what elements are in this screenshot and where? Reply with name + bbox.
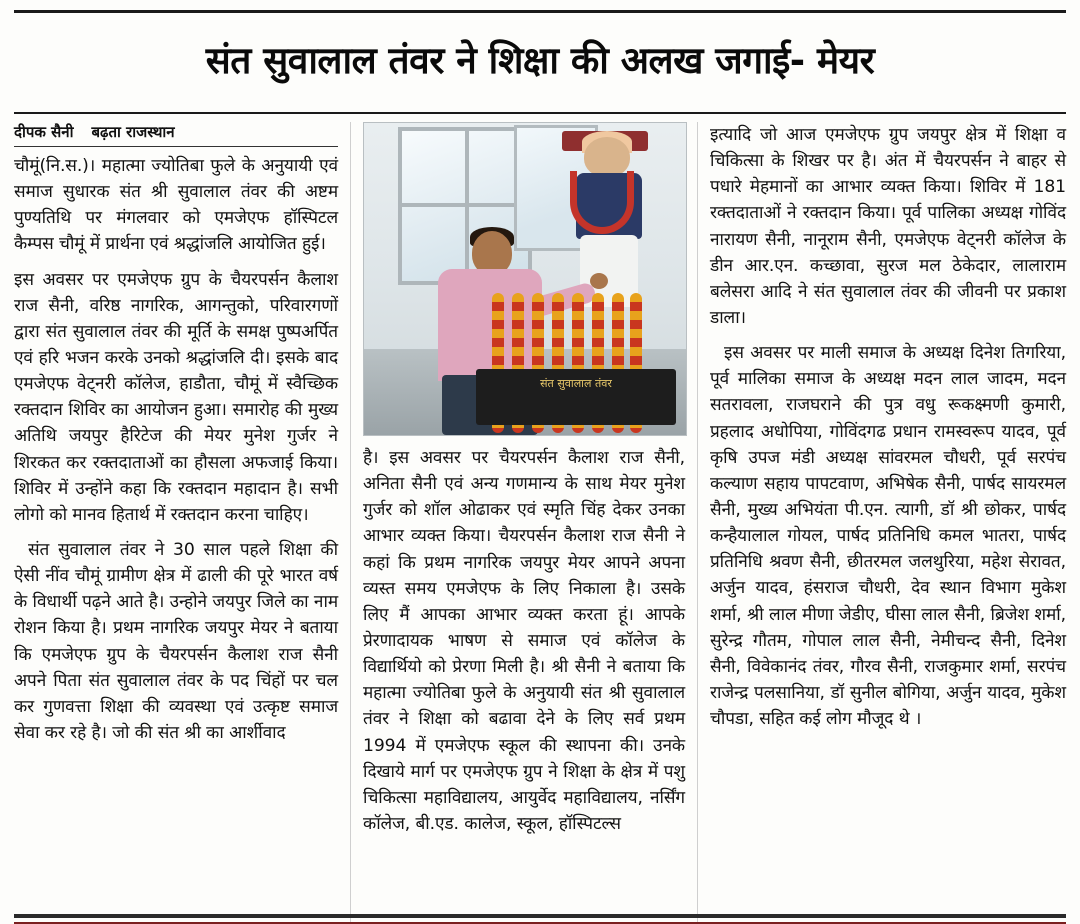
byline xyxy=(14,122,338,147)
paragraph: इस अवसर पर माली समाज के अध्यक्ष दिनेश तिगरिया, पूर्व मालिका समाज के अध्यक्ष मदन लाल जादम, मदन सतरावला, राजघराने की पुत्र वधु रूकक्ष्मणी कुमारी, प्रहलाद अधोपिया, गोविंदगढ प्रधान रामस्वरूप यादव, पूर्व कृषि उपज मंडी अध्यक्ष सांवरमल चौधरी, पूर्व सरपंच कल्याण सहाय पापटवाण, अभिषेक सैनी, पार्षद सायरमल सैनी, मुख्य अभियंता पी.एन. त्यागी, डॉ श्री छोकर, पार्षद कन्हैयालाल गोयल, पार्षद प्रतिनिधि कमल भातरा, पार्षद प्रतिनिधि श्रवण सैनी, छीतरमल जलथुरिया, महेश सेरावत, अर्जुन यादव, हंसराज चौधरी, देव स्थान विभाग मुकेश शर्मा, श्री लाल मीणा जेडीए, घीसा लाल सैनी, ब्रिजेश शर्मा, सुरेन्द्र गौतम, गोपाल लाल सैनी, नेमीचन्द सैनी, दिनेश सैनी, विवेकानंद तंवर, गौरव सैनी, राजकुमार शर्मा, सरपंच राजेन्द्र पलसानिया, डॉ सुनील बोगिया, अर्जुन यादव, मुकेश चौपडा, सहित कई लोग मौजूद थे । xyxy=(710,343,1066,730)
photo-plaque-text: संत सुवालाल तंवर xyxy=(476,369,676,425)
article-photo xyxy=(363,122,687,436)
photo-window-large xyxy=(398,127,532,285)
article-columns xyxy=(14,122,1066,922)
column-middle xyxy=(350,122,698,922)
paragraph: इस अवसर पर एमजेएफ ग्रुप के चैयरपर्सन कैलाश राज सैनी, वरिष्ठ नागरिक, आगन्तुको, परिवारगणों द्वारा संत सुवालाल तंवर की मूर्ति के समक्ष पुष्पअर्पित एवं हरि भजन करके उनको श्रद्धांजलि दी। इसके बाद एमजेएफ वेट्नरी कॉलेज, हाडौता, चौमूं में स्वैच्छिक रक्तदान शिविर का आयोजन हुआ। समारोह की मुख्य अतिथि जयपुर हैरिटेज की मेयर मुनेश गुर्जर ने शिरकत कर रक्तदाताओं का हौसला अफजाई किया। शिविर में उन्होंने कहा कि रक्तदान महादान है। सभी लोगो को मानव हितार्थ में रक्तदान करना चाहिए। xyxy=(14,269,338,525)
photo-man-hand xyxy=(590,273,608,289)
headline-divider xyxy=(14,112,1066,114)
byline-author: दीपक सैनी xyxy=(14,123,74,141)
bottom-divider xyxy=(14,914,1066,918)
column-right xyxy=(698,122,1066,922)
photo-statue-garland xyxy=(570,171,634,234)
paragraph: चौमूं(नि.स.)। महात्मा ज्योतिबा फुले के अनुयायी एवं समाज सुधारक संत श्री सुवालाल तंवर की अष्टम पुण्यतिथि पर मंगलवार को एमजेएफ हॉस्पिटल कैम्पस चौमूं में प्रार्थना एवं श्रद्धांजलि आयोजित हुई। xyxy=(14,156,338,255)
page-title: संत सुवालाल तंवर ने शिक्षा की अलख जगाई- मेयर xyxy=(205,38,875,82)
paragraph: संत सुवालाल तंवर ने 30 साल पहले शिक्षा की ऐसी नींव चौमूं ग्रामीण क्षेत्र में ढाली की पूरे भारत वर्ष के विधार्थी पढ़ने आते है। उन्होने जयपुर जिले का नाम रोशन किया है। प्रथम नागरिक जयपुर मेयर ने बताया कि एमजेएफ ग्रुप के चैयरपर्सन कैलाश राज सैनी अपने पिता संत सुवालाल तंवर के पद चिंहों पर चल कर गुणवत्ता शिक्षा की व्यवस्था एवं उत्कृष्ट समाज सेवा कर रहे है। जो की संत श्री का आर्शीवाद xyxy=(14,539,338,743)
paragraph: है। इस अवसर पर चैयरपर्सन कैलाश राज सैनी, अनिता सैनी एवं अन्य गणमान्य के साथ मेयर मुनेश गुर्जर को शॉल ओढाकर एवं स्मृति चिंह देकर उनका आभार व्यक्त किया। चैयरपर्सन कैलाश राज सैनी ने कहां कि प्रथम नागरिक जयपुर मेयर आपने अपना व्यस्त समय एमजेएफ के लिए निकाला है। उसके लिए मैं आपका आभार व्यक्त करता हूं। आपके प्रेरणादायक भाषण से समाज एवं कॉलेज के विद्यार्थियो को प्रेरणा मिली है। श्री सैनी ने बताया कि महात्मा ज्योतिबा फुले के अनुयायी संत श्री सुवालाल तंवर ने शिक्षा को बढावा देने के लिए सर्व प्रथम 1994 में एमजेएफ स्कूल की स्थापना की। उनके दिखाये मार्ग पर एमजेएफ ग्रुप ने शिक्षा के क्षेत्र में पशु चिकित्सा महाविद्यालय, आयुर्वेद महाविद्यालय, नर्सिंग कॉलेज, बी.एड. कालेज, स्कूल, हॉस्पिटल्स xyxy=(363,448,685,834)
top-divider xyxy=(14,10,1066,13)
paragraph: इत्यादि जो आज एमजेएफ ग्रुप जयपुर क्षेत्र में शिक्षा व चिकित्सा के शिखर पर है। अंत में चैयरपर्सन ने बाहर से पधारे मेहमानों का आभार व्यक्त किया। शिविर में 181 रक्तदाताओं ने रक्तदान किया। पूर्व पालिका अध्यक्ष गोविंद नारायण सैनी, नानूराम सैनी, एमजेएफ वेट्नरी कॉलेज के डीन आर.एन. कच्छावा, सुरज मल ठेकेदार, लालाराम बलेसरा आदि ने संत सुवालाल तंवर की जीवनी पर प्रकाश डाला। xyxy=(710,125,1066,328)
column-left xyxy=(14,122,350,922)
byline-edition: बढ़ता राजस्थान xyxy=(91,123,175,141)
